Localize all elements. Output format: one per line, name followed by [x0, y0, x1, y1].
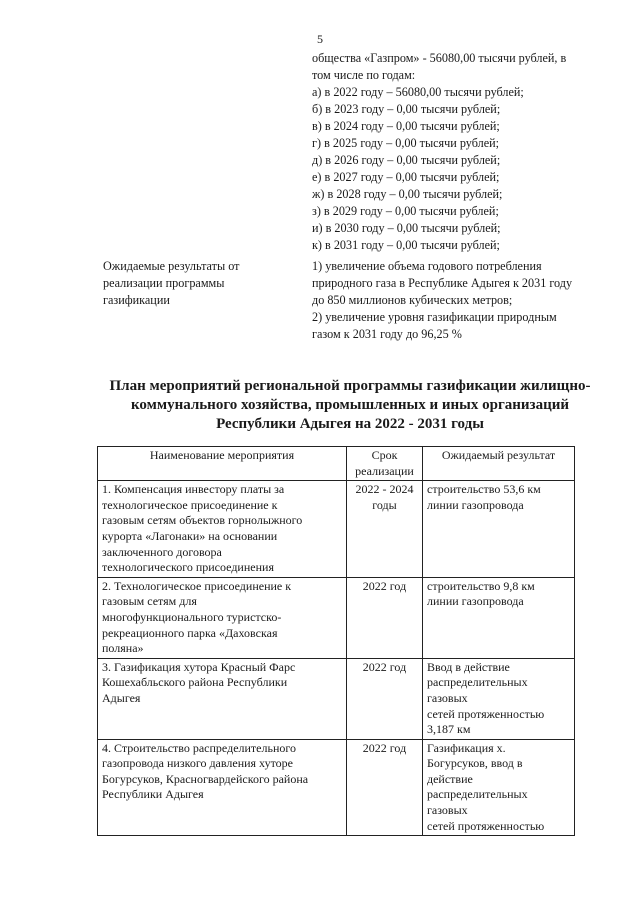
cell-result [423, 739, 575, 836]
table-row [98, 658, 575, 739]
cell-line: строительство 9,8 км [427, 578, 535, 593]
cell-line: Адыгея [102, 690, 141, 705]
cell-line: Газификация х. [427, 740, 506, 755]
funding-line: в) в 2024 году – 0,00 тысячи рублей; [312, 119, 500, 133]
header-name: Наименование мероприятия [98, 447, 347, 481]
funding-line: г) в 2025 году – 0,00 тысячи рублей; [312, 136, 500, 150]
header-term: Срок реализации [347, 447, 423, 481]
results-line: до 850 миллионов кубических метров; [312, 293, 513, 307]
cell-line: линии газопровода [427, 594, 524, 609]
cell-line: Богурсуков, Красногвардейского района [102, 771, 309, 786]
cell-line: газовых [427, 690, 468, 705]
cell-line: 1. Компенсация инвестору платы за [102, 482, 285, 497]
cell-line: Кошехабльского района Республики [102, 675, 288, 690]
cell-line: годы [372, 497, 397, 512]
header-result: Ожидаемый результат [423, 447, 575, 481]
cell-line: 3,187 км [427, 722, 471, 737]
results-line: 1) увеличение объема годового потребления [312, 259, 542, 273]
funding-line: з) в 2029 году – 0,00 тысячи рублей; [312, 204, 499, 218]
cell-line: 4. Строительство распределительного [102, 740, 297, 755]
cell-term [347, 739, 423, 836]
cell-name [98, 739, 347, 836]
results-line: газом к 2031 году до 96,25 % [312, 327, 462, 341]
plan-title: План мероприятий региональной программы газификации жилищно-коммунального хозяйства, промышленных и иных организаций Республики Адыгея на 2022 - 2031 годы [109, 378, 591, 432]
funding-text [312, 50, 612, 254]
cell-line: газовым сетям для [102, 594, 197, 609]
cell-line: 2022 - 2024 [355, 482, 414, 497]
table-row [98, 577, 575, 658]
cell-name [98, 658, 347, 739]
funding-line: ж) в 2028 году – 0,00 тысячи рублей; [312, 187, 503, 201]
cell-result [423, 481, 575, 578]
cell-term [347, 481, 423, 578]
cell-line: распределительных [427, 787, 528, 802]
cell-line: газопровода низкого давления хуторе [102, 756, 294, 771]
cell-name [98, 481, 347, 578]
cell-result [423, 577, 575, 658]
cell-line: многофункционального туристско- [102, 609, 282, 624]
table-header-row [98, 447, 575, 481]
results-label: Ожидаемые результаты от реализации программы газификации [103, 259, 240, 307]
funding-line: а) в 2022 году – 56080,00 тысячи рублей; [312, 85, 524, 99]
funding-line: к) в 2031 году – 0,00 тысячи рублей; [312, 238, 500, 252]
results-line: 2) увеличение уровня газификации природным [312, 310, 557, 324]
cell-line: 2022 год [362, 659, 407, 674]
table-row [98, 481, 575, 578]
cell-line: сетей протяженностью [427, 706, 545, 721]
cell-line: Республики Адыгея [102, 787, 204, 802]
table-row [98, 739, 575, 836]
cell-line: курорта «Лагонаки» на основании [102, 528, 278, 543]
cell-result [423, 658, 575, 739]
cell-line: сетей протяженностью [427, 818, 545, 833]
funding-line: е) в 2027 году – 0,00 тысячи рублей; [312, 170, 500, 184]
funding-line: д) в 2026 году – 0,00 тысячи рублей; [312, 153, 501, 167]
funding-line: б) в 2023 году – 0,00 тысячи рублей; [312, 102, 501, 116]
cell-line: 3. Газификация хутора Красный Фарс [102, 659, 296, 674]
funding-line: том числе по годам: [312, 68, 416, 82]
cell-line: Ввод в действие [427, 659, 510, 674]
cell-line: 2022 год [362, 578, 407, 593]
results-text [312, 258, 612, 343]
cell-line: строительство 53,6 км [427, 482, 541, 497]
cell-line: Богурсуков, ввод в [427, 756, 523, 771]
cell-line: 2. Технологическое присоединение к [102, 578, 292, 593]
cell-name [98, 577, 347, 658]
cell-line: газовым сетям объектов горнолыжного [102, 513, 303, 528]
plan-table [97, 446, 575, 836]
results-line: природного газа в Республике Адыгея к 2031 году [312, 276, 573, 290]
cell-line: поляна» [102, 641, 144, 656]
cell-line: технологического присоединения [102, 560, 274, 575]
cell-line: технологическое присоединение к [102, 497, 278, 512]
cell-line: заключенного договора [102, 544, 222, 559]
page-number: 5 [317, 32, 323, 46]
cell-line: распределительных [427, 675, 528, 690]
funding-line: и) в 2030 году – 0,00 тысячи рублей; [312, 221, 501, 235]
cell-line: газовых [427, 803, 468, 818]
cell-term [347, 658, 423, 739]
funding-line: общества «Газпром» - 56080,00 тысячи рублей, в [312, 51, 567, 65]
cell-line: линии газопровода [427, 497, 524, 512]
cell-line: 2022 год [362, 740, 407, 755]
cell-term [347, 577, 423, 658]
cell-line: рекреационного парка «Даховская [102, 625, 278, 640]
cell-line: действие [427, 771, 473, 786]
